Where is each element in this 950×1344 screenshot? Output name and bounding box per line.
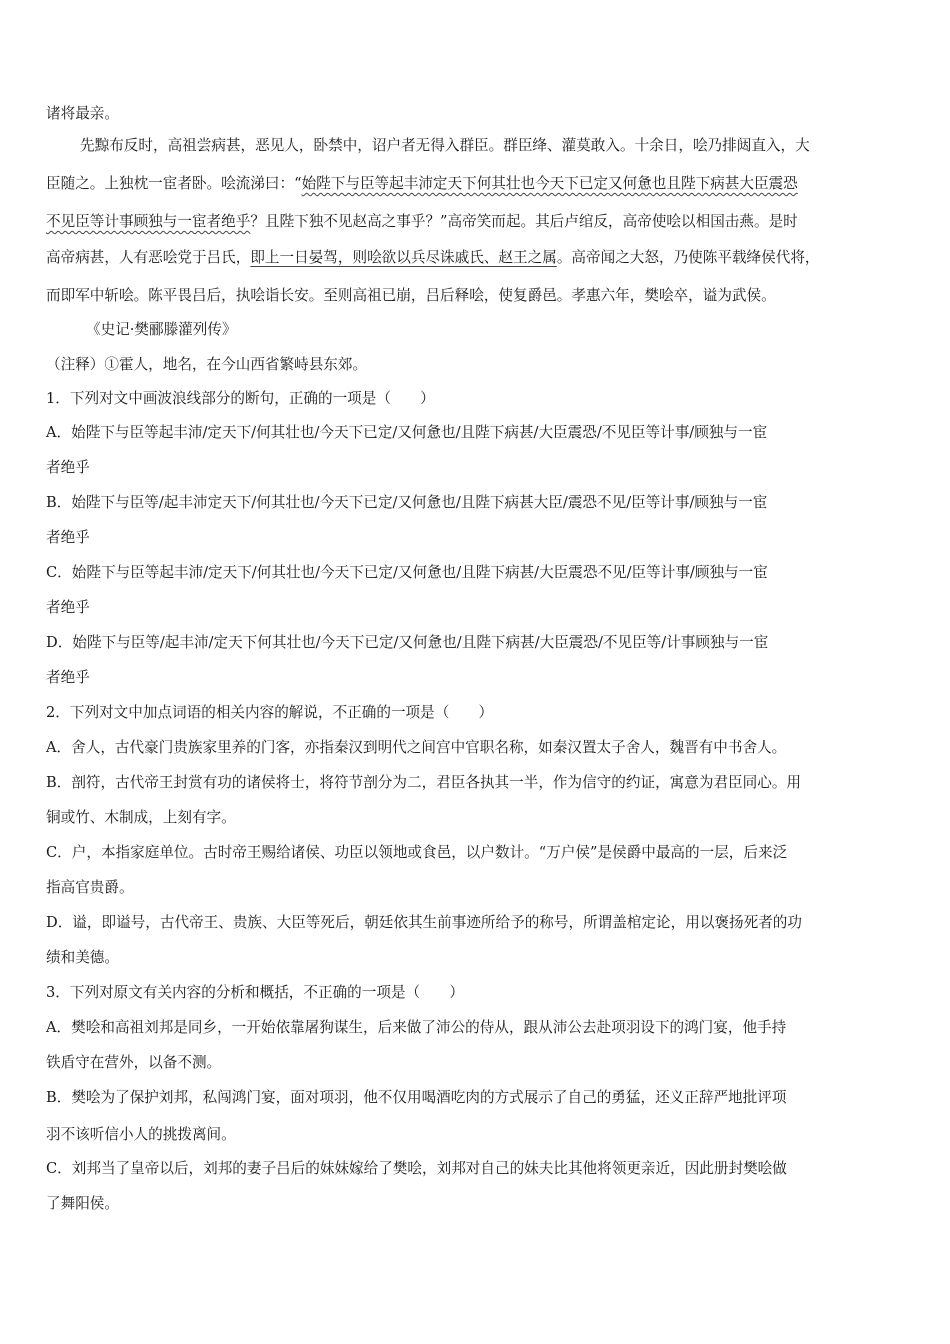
option-b-cont: 羽不该听信小人的挑拨离间。 [46, 1126, 236, 1143]
option-a: A．舍人，古代豪门贵族家里养的门客，亦指秦汉到明代之间宫中官职名称，如秦汉置太子舍人，魏晋有中书舍人。 [46, 739, 787, 756]
option-d: D．谥，即谥号，古代帝王、贵族、大臣等死后，朝廷依其生前事迹所给予的称号，所谓盖棺定论，用以褒扬死者的功 [46, 914, 802, 931]
option-b: B．樊哙为了保护刘邦，私闯鸿门宴，面对项羽，他不仅用喝酒吃肉的方式展示了自己的勇猛，还义正辞严地批评项 [46, 1089, 787, 1106]
option-c-cont: 者绝乎 [46, 599, 90, 616]
option-b: B．剖符，古代帝王封赏有功的诸侯将士，将符节剖分为二，君臣各执其一半，作为信守的约证，寓意为君臣同心。用 [46, 774, 802, 791]
option-a-cont: 铁盾守在营外，以备不测。 [46, 1054, 222, 1071]
wavy-underlined-text: 始陛下与臣等起丰沛定天下何其壮也今天下已定又何惫也且陛下病甚大臣震恐 [301, 175, 798, 192]
option-c: C．户，本指家庭单位。古时帝王赐给诸侯、功臣以领地或食邑，以户数计。“万户侯”是侯爵中最高的一层，后来泛 [46, 844, 788, 861]
passage-text: 。高帝闻之大怒，乃使陈平载绛侯代将， [556, 249, 820, 266]
question-stem: 2．下列对文中加点词语的相关内容的解说，不正确的一项是（ ） [46, 704, 494, 721]
passage-text: 臣随之。上独枕一宦者卧。哙流涕曰：“ [46, 175, 302, 192]
option-b-cont: 铜或竹、木制成，上刻有字。 [46, 809, 236, 826]
option-a-cont: 者绝乎 [46, 459, 90, 476]
passage-line [46, 212, 798, 232]
option-c-cont: 指高官贵爵。 [46, 879, 134, 896]
option-d-cont: 者绝乎 [46, 669, 90, 686]
option-c: C．刘邦当了皇帝以后，刘邦的妻子吕后的妹妹嫁给了樊哙，刘邦对自己的妹夫比其他将领更亲近，因此册封樊哙做 [46, 1160, 787, 1177]
passage-text: ？且陛下独不见赵高之事乎？”高帝笑而起。其后卢绾反，高帝使哙以相国击燕。是时 [250, 213, 798, 230]
option-b: B．始陛下与臣等/起丰沛定天下/何其壮也/今天下已定/又何惫也/且陛下病甚大臣/震恐不见/臣等计事/顾独与一宦 [46, 494, 768, 511]
passage-line: 先黥布反时，高祖尝病甚，恶见人，卧禁中，诏户者无得入群臣。群臣绛、灌莫敢入。十余日，哙乃排闼直入，大 [80, 137, 810, 154]
option-d: D．始陛下与臣等/起丰沛/定天下何其壮也/今天下已定/又何惫也/且陛下病甚/大臣震恐/不见臣等/计事顾独与一宦 [46, 634, 769, 651]
option-d-cont: 绩和美德。 [46, 949, 119, 966]
option-a: A．始陛下与臣等起丰沛/定天下/何其壮也/今天下已定/又何惫也/且陛下病甚/大臣震恐/不见臣等计事/顾独与一宦 [46, 424, 768, 441]
question-stem: 1．下列对文中画波浪线部分的断句，正确的一项是（ ） [46, 390, 435, 407]
option-b-cont: 者绝乎 [46, 529, 90, 546]
underlined-sentence: 即上一日晏驾，则哙欲以兵尽诛戚氏、赵王之属 [250, 249, 557, 266]
option-c-cont: 了舞阳侯。 [46, 1195, 119, 1212]
passage-line [46, 248, 820, 268]
annotation-note: （注释）①霍人，地名，在今山西省繁峙县东郊。 [46, 356, 368, 373]
option-c: C．始陛下与臣等起丰沛/定天下/何其壮也/今天下已定/又何惫也/且陛下病甚/大臣震恐不见/臣等计事/顾独与一宦 [46, 564, 768, 581]
option-a: A．樊哙和高祖刘邦是同乡，一开始依靠屠狗谋生，后来做了沛公的侍从，跟从沛公去赴项羽设下的鸿门宴，他手持 [46, 1019, 787, 1036]
wavy-underlined-text: 不见臣等计事顾独与一宦者绝乎 [46, 213, 251, 230]
source-citation: 《史记·樊郦滕灌列传》 [86, 321, 237, 338]
question-stem: 3．下列对原文有关内容的分析和概括，不正确的一项是（ ） [46, 984, 464, 1001]
passage-line [46, 174, 798, 194]
passage-line: 诸将最亲。 [46, 105, 119, 122]
passage-line: 而即军中斩哙。陈平畏吕后，执哙诣长安。至则高祖已崩，吕后释哙，使复爵邑。孝惠六年，樊哙卒，谥为武侯。 [46, 287, 776, 304]
passage-text: 高帝病甚，人有恶哙党于吕氏， [46, 249, 251, 266]
